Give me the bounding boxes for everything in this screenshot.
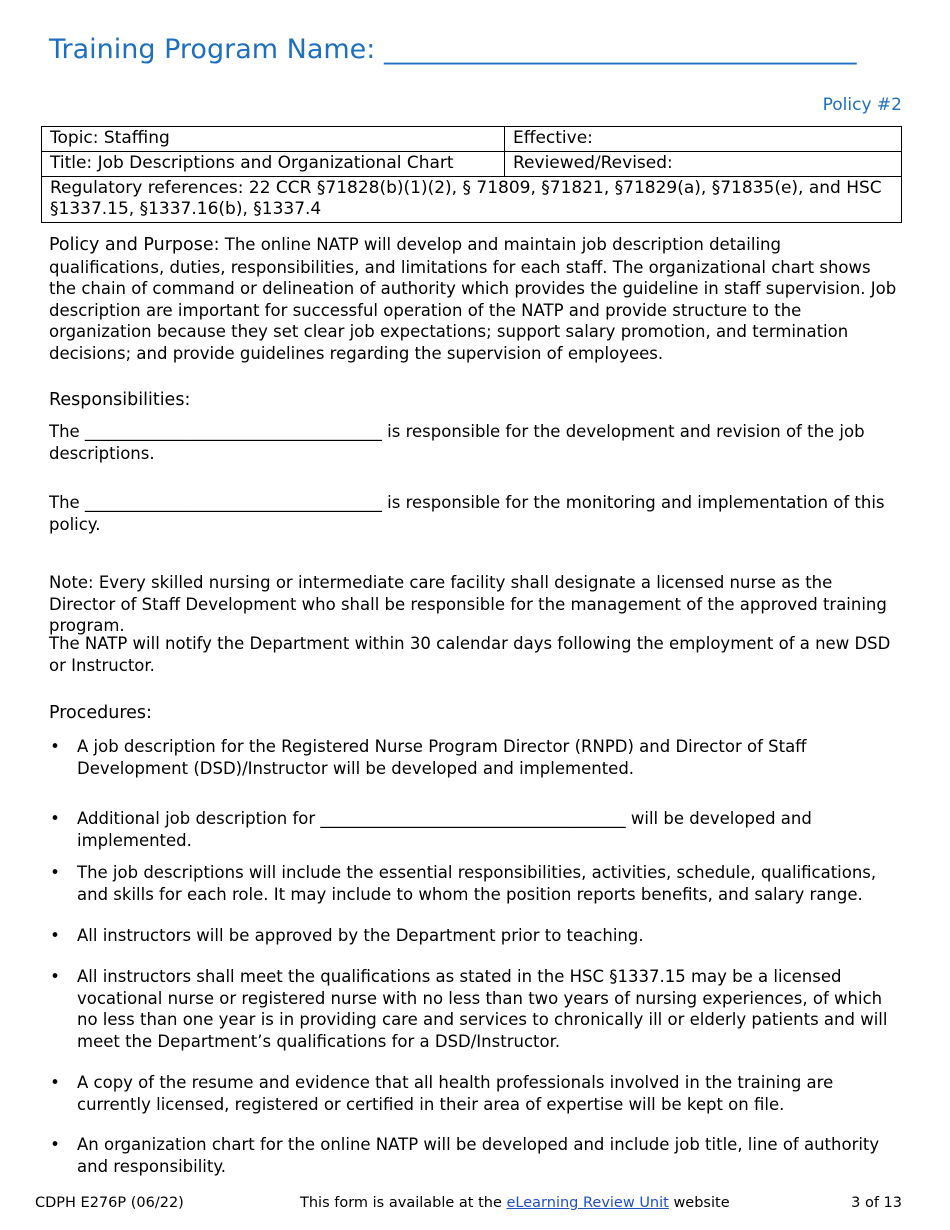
table-row xyxy=(42,152,902,177)
availability-suffix: website xyxy=(668,1195,730,1211)
policy-purpose-label: Policy and Purpose: xyxy=(49,235,220,255)
procedure-text: A copy of the resume and evidence that all health professionals involved in the training are currently licensed, registered or certified in their area of expertise will be kept on file. xyxy=(77,1073,834,1114)
reviewed-revised-cell: Reviewed/Revised: xyxy=(505,152,902,177)
list-item xyxy=(49,1134,901,1177)
note-paragraph: Note: Every skilled nursing or intermediate care facility shall designate a licensed nurse as the Director of Staff Development who shall be responsible for the management of the approved training program. xyxy=(49,573,887,635)
notify-paragraph: The NATP will notify the Department within 30 calendar days following the employment of a new DSD or Instructor. xyxy=(49,634,891,675)
bullet-icon: • xyxy=(50,809,60,828)
procedures-heading: Procedures: xyxy=(49,703,152,723)
list-item xyxy=(49,925,901,947)
topic-cell: Topic: Staffing xyxy=(42,127,505,152)
procedure-text: All instructors shall meet the qualifications as stated in the HSC §1337.15 may be a licensed vocational nurse or registered nurse with no less than two years of nursing experiences, of which no less than one year is in providing care and services to chronically ill or elderly patients and will meet the Department’s qualifications for a DSD/Instructor. xyxy=(77,967,888,1051)
bullet-icon: • xyxy=(50,737,60,756)
elearning-review-unit-link[interactable]: eLearning Review Unit xyxy=(506,1195,669,1211)
procedure-text: An organization chart for the online NATP will be developed and include job title, line of authority and responsibility. xyxy=(77,1135,880,1176)
policy-purpose-text: The online NATP will develop and maintain job description detailing qualifications, duties, responsibilities, and limitations for each staff. The organizational chart shows the chain of command or delineation of authority which provides the guideline in staff supervision. Job description are important for successful operation of the NATP and provide structure to the organization because they set clear job expectations; support salary promotion, and termination decisions; and provide guidelines regarding the supervision of employees. xyxy=(49,235,897,363)
responsibility-development: The ____________________________________ is responsible for the development and revision of the job descriptions. xyxy=(49,422,865,463)
availability-note xyxy=(300,1195,730,1211)
policy-info-table xyxy=(41,126,902,223)
list-item xyxy=(49,808,901,851)
effective-cell: Effective: xyxy=(505,127,902,152)
training-program-name-label: Training Program Name: ___________________________________ xyxy=(49,34,857,65)
bullet-icon: • xyxy=(50,1135,60,1154)
responsibilities-heading: Responsibilities: xyxy=(49,390,191,410)
procedure-text: All instructors will be approved by the Department prior to teaching. xyxy=(77,926,644,945)
title-cell: Title: Job Descriptions and Organizational Chart xyxy=(42,152,505,177)
procedure-text: A job description for the Registered Nurse Program Director (RNPD) and Director of Staff Development (DSD)/Instructor will be developed and implemented. xyxy=(77,737,807,778)
table-row xyxy=(42,177,902,223)
availability-prefix: This form is available at the xyxy=(300,1195,507,1211)
list-item xyxy=(49,862,901,905)
list-item xyxy=(49,736,901,779)
list-item xyxy=(49,1072,901,1115)
page-number: 3 of 13 xyxy=(851,1195,902,1211)
bullet-icon: • xyxy=(50,967,60,986)
list-item xyxy=(49,966,901,1052)
bullet-icon: • xyxy=(50,926,60,945)
policy-number: Policy #2 xyxy=(822,95,902,115)
procedure-text: The job descriptions will include the essential responsibilities, activities, schedule, qualifications, and skills for each role. It may include to whom the position reports benefits, and salary range. xyxy=(77,863,877,904)
bullet-icon: • xyxy=(50,1073,60,1092)
bullet-icon: • xyxy=(50,863,60,882)
procedure-text: Additional job description for _____________________________________ will be developed and implemented. xyxy=(77,809,812,850)
responsibility-monitoring: The ____________________________________ is responsible for the monitoring and implementation of this policy. xyxy=(49,493,885,534)
policy-purpose-paragraph xyxy=(49,234,901,364)
regulatory-references-cell: Regulatory references: 22 CCR §71828(b)(1)(2), § 71809, §71821, §71829(a), §71835(e), and HSC §1337.15, §1337.16(b), §1337.4 xyxy=(42,177,902,223)
form-id: CDPH E276P (06/22) xyxy=(35,1195,184,1211)
table-row xyxy=(42,127,902,152)
